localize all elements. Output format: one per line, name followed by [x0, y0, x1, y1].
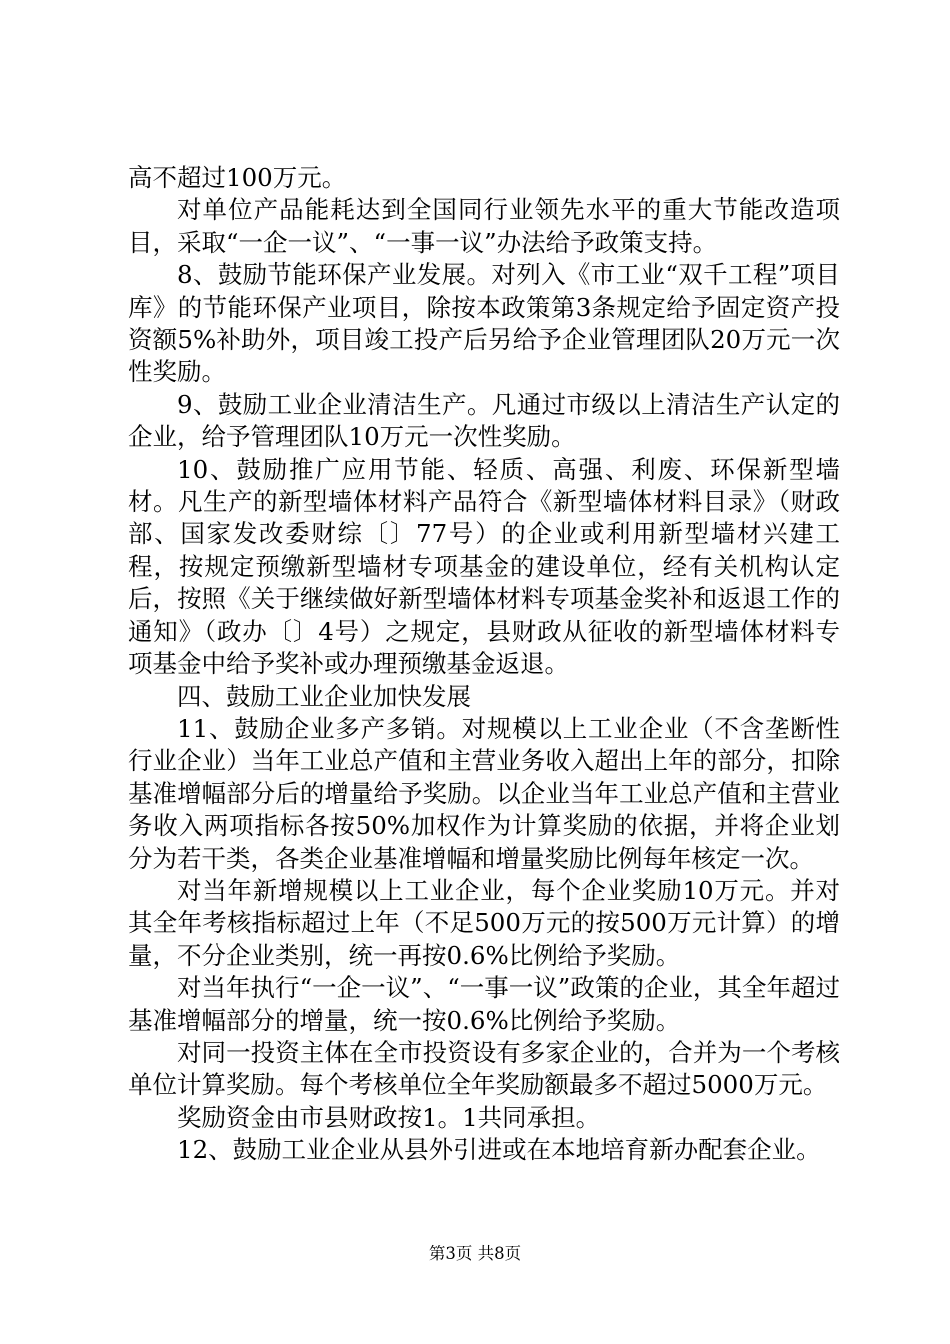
body-paragraph: 四、鼓励工业企业加快发展 [177, 681, 471, 711]
body-paragraph: 对当年执行“一企一议”、“一事一议”政策的企业，其全年超过基准增幅部分的增量，统一按0.6%比例给予奖励。 [128, 973, 840, 1035]
body-paragraph: 8、鼓励节能环保产业发展。对列入《市工业“双千工程”项目库》的节能环保产业项目，除按本政策第3条规定给予固定资产投资额5%补助外，项目竣工投产后另给予企业管理团队20万元一次性奖励。 [128, 260, 840, 387]
body-paragraph: 10、鼓励推广应用节能、轻质、高强、利废、环保新型墙材。凡生产的新型墙体材料产品符合《新型墙体材料目录》（财政部、国家发改委财综〔〕77号）的企业或利用新型墙材兴建工程，按规定预缴新型墙材专项基金的建设单位，经有关机构认定后，按照《关于继续做好新型墙体材料专项基金奖补和返退工作的通知》（政办〔〕4号）之规定，县财政从征收的新型墙体材料专项基金中给予奖补或办理预缴基金返退。 [128, 454, 840, 679]
body-paragraph: 9、鼓励工业企业清洁生产。凡通过市级以上清洁生产认定的企业，给予管理团队10万元一次性奖励。 [128, 389, 840, 452]
body-paragraph: 奖励资金由市县财政按1。1共同承担。 [177, 1102, 601, 1132]
document-body [128, 162, 840, 1167]
body-paragraph: 高不超过100万元。 [128, 163, 347, 192]
page-footer: 第3页 共8页 [428, 1244, 522, 1263]
body-paragraph: 11、鼓励企业多产多销。对规模以上工业企业（不含垄断性行业企业）当年工业总产值和主营业务收入超出上年的部分，扣除基准增幅部分后的增量给予奖励。以企业当年工业总产值和主营业务收入两项指标各按50%加权作为计算奖励的依据，并将企业划分为若干类，各类企业基准增幅和增量奖励比例每年核定一次。 [128, 713, 840, 873]
body-paragraph: 12、鼓励工业企业从县外引进或在本地培育新办配套企业。 [177, 1135, 821, 1165]
body-paragraph: 对同一投资主体在全市投资设有多家企业的，合并为一个考核单位计算奖励。每个考核单位全年奖励额最多不超过5000万元。 [128, 1037, 840, 1100]
body-paragraph: 对单位产品能耗达到全国同行业领先水平的重大节能改造项目，采取“一企一议”、“一事一议”办法给予政策支持。 [128, 195, 840, 257]
body-paragraph: 对当年新增规模以上工业企业，每个企业奖励10万元。并对其全年考核指标超过上年（不足500万元的按500万元计算）的增量，不分企业类别，统一再按0.6%比例给予奖励。 [128, 875, 840, 970]
